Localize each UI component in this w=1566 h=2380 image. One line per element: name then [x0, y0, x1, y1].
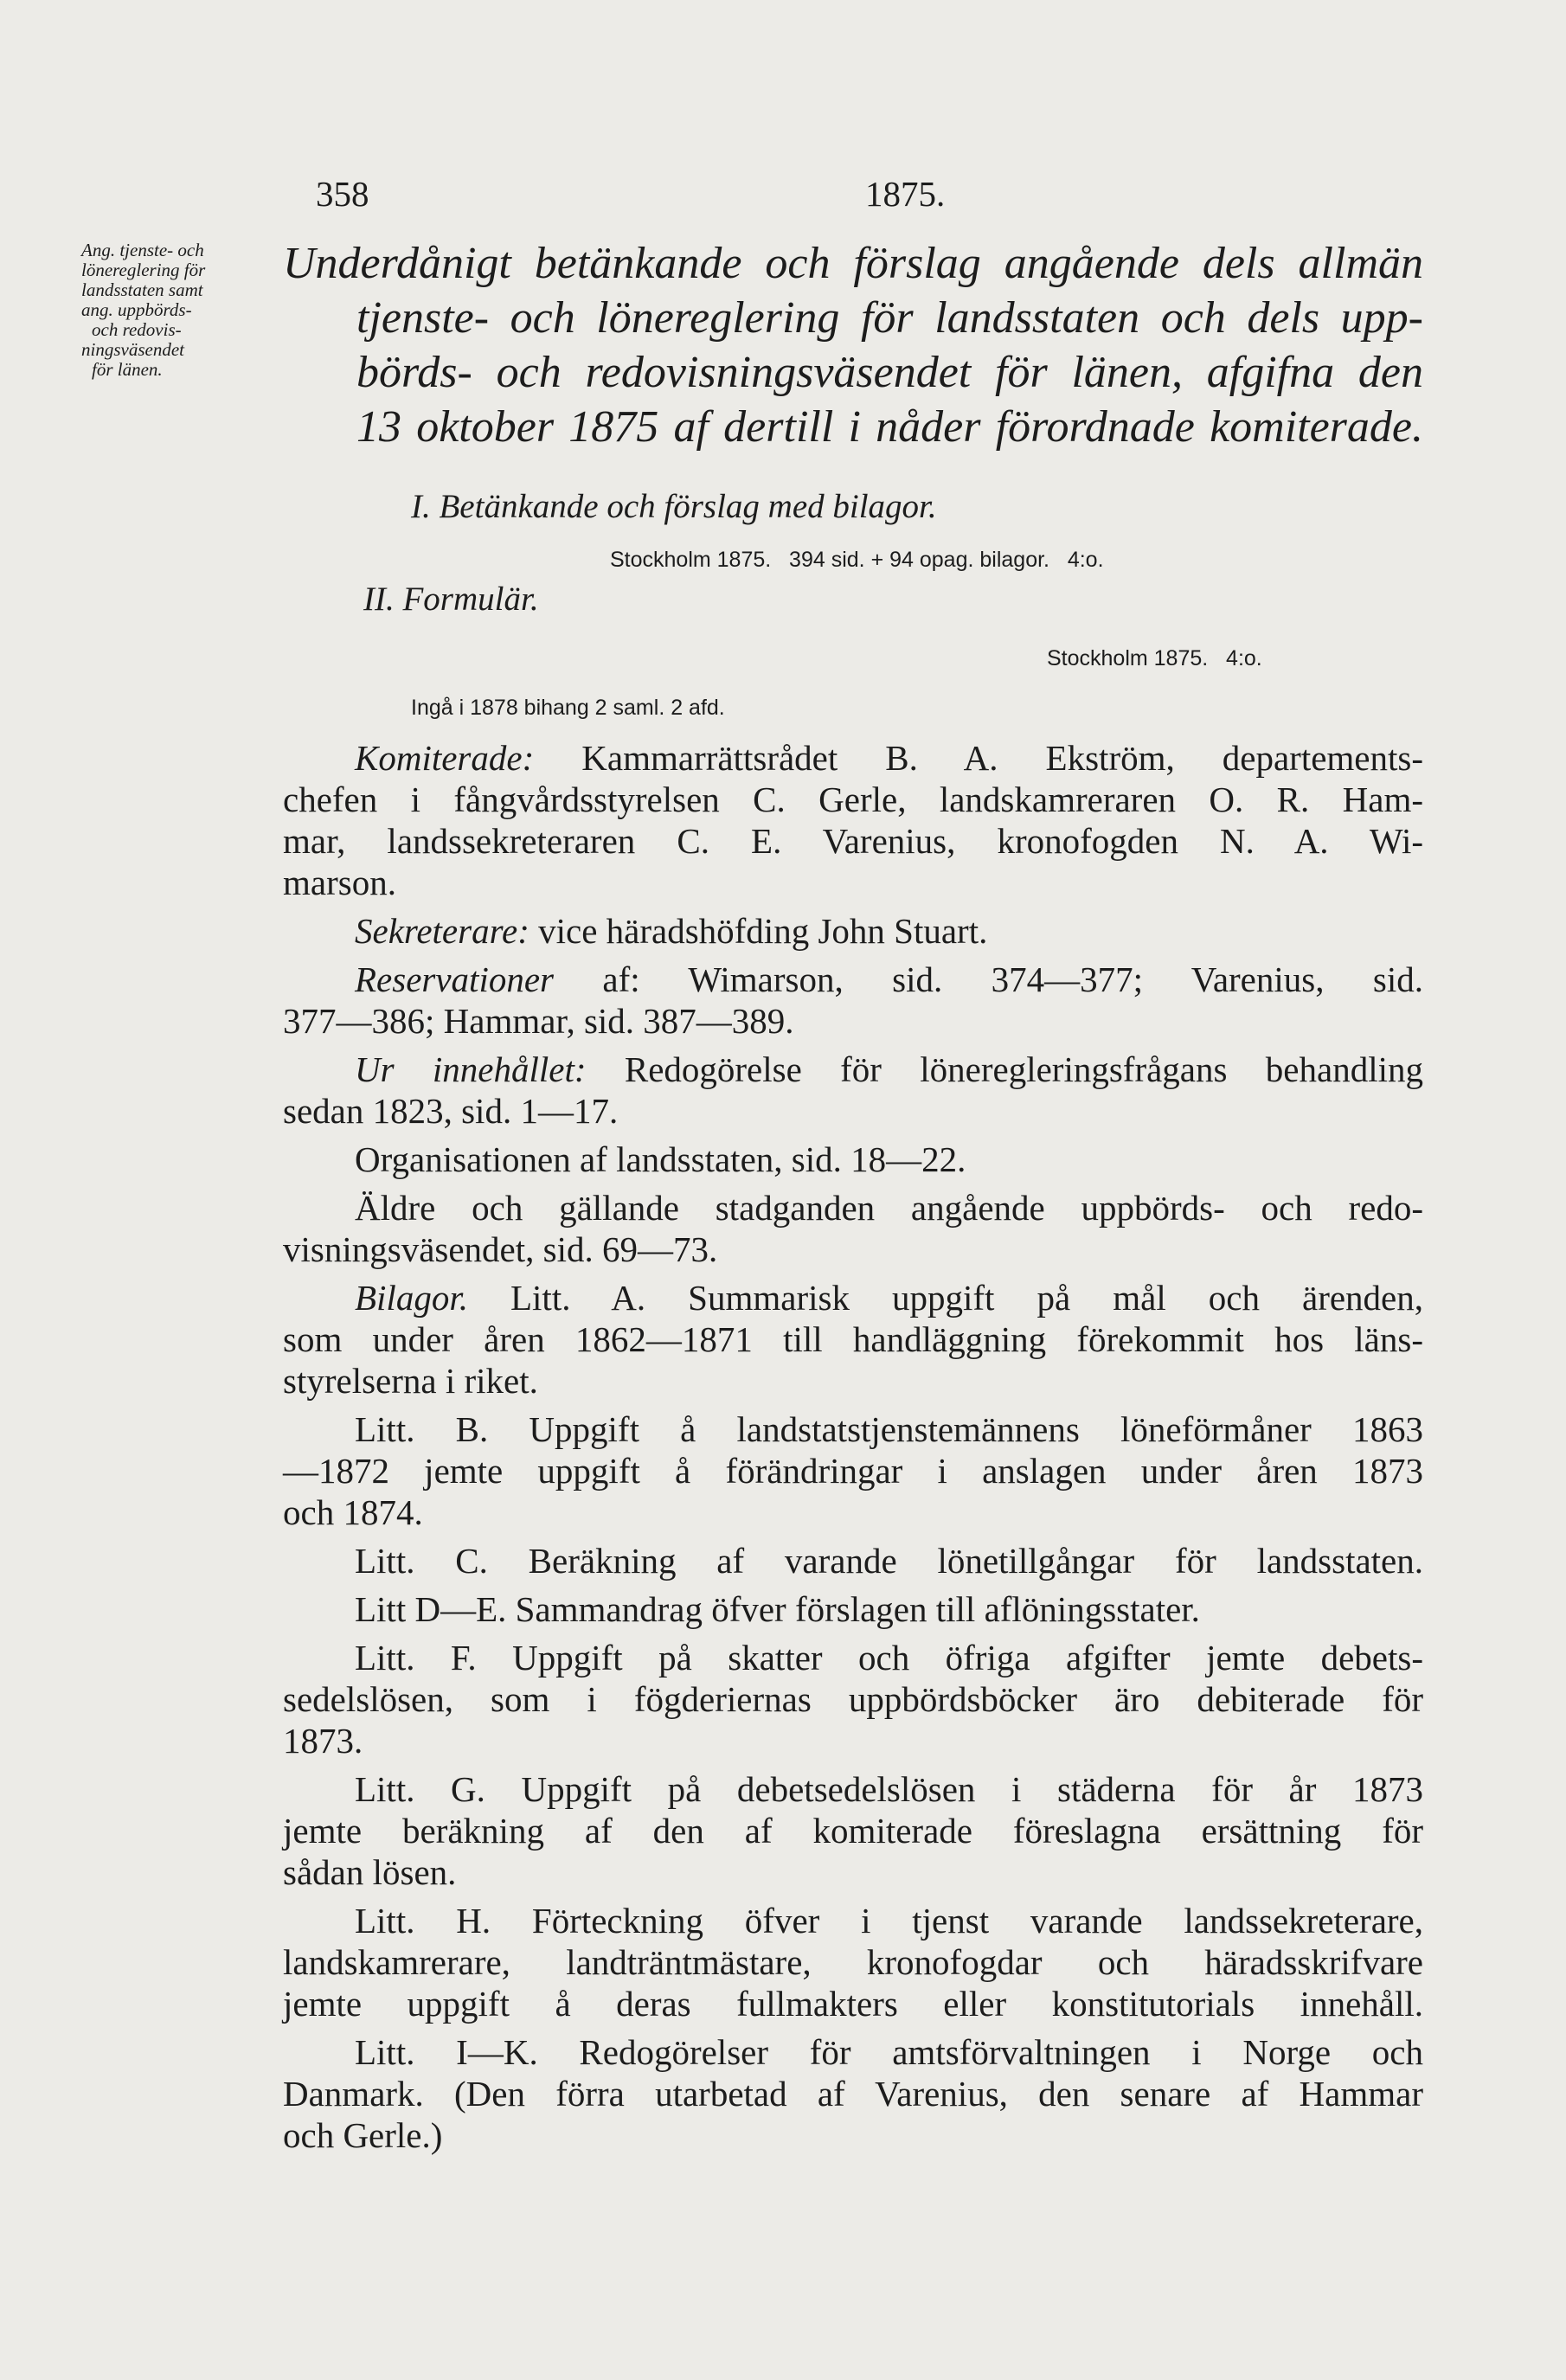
title-line: Underdånigt betänkande och förslag angående dels allmän	[283, 239, 1423, 288]
title-line: börds- och redovisningsväsendet för länen, afgifna den	[356, 348, 1423, 397]
bilaga-line: och 1874.	[283, 1492, 423, 1532]
bilaga-line: Litt D—E. Sammandrag öfver förslagen till aflöningsstater.	[355, 1589, 1200, 1629]
innehall-label: Ur innehållet:	[355, 1049, 587, 1089]
sekreterare-label: Sekreterare:	[355, 911, 529, 951]
bilaga-line: —1872 jemte uppgift å förändringar i anslagen under åren 1873	[283, 1451, 1423, 1491]
bilaga-line: styrelserna i riket.	[283, 1361, 538, 1401]
komiterade-label: Komiterade:	[355, 738, 535, 778]
margin-note	[81, 241, 205, 380]
margin-note-line: ningsväsendet	[81, 339, 184, 360]
margin-note-line: lönereglering för	[81, 260, 206, 280]
komiterade-line: Komiterade: Kammarrättsrådet B. A. Ekström, departements-	[355, 738, 1423, 778]
bilaga-line: Litt. A. Summarisk uppgift på mål och ärenden,	[510, 1278, 1423, 1318]
bilaga-line: Litt. G. Uppgift på debetsedelslösen i städerna för år 1873	[355, 1769, 1423, 1809]
page-number: 358	[316, 174, 369, 214]
reservationer-line: 377—386; Hammar, sid. 387—389.	[283, 1001, 794, 1041]
bilaga-line: sådan lösen.	[283, 1852, 457, 1892]
title-line: 13 oktober 1875 af dertill i nåder förordnade komiterade.	[356, 402, 1423, 452]
komiterade-line: mar, landssekreteraren C. E. Varenius, kronofogden N. A. Wi-	[283, 821, 1423, 861]
bilaga-line: som under åren 1862—1871 till handläggning förekommit hos läns-	[283, 1319, 1423, 1359]
item-1-title: I. Betänkande och förslag med bilagor.	[411, 488, 937, 525]
innehall-line: Organisationen af landsstaten, sid. 18—22.	[355, 1139, 966, 1179]
innehall-line: Äldre och gällande stadganden angående uppbörds- och redo-	[355, 1188, 1423, 1228]
innehall-line: visningsväsendet, sid. 69—73.	[283, 1229, 718, 1269]
bilaga-line: och Gerle.)	[283, 2115, 443, 2155]
margin-note-line: och redovis-	[92, 319, 182, 340]
innehall-line: Ur innehållet: Redogörelse för löneregleringsfrågans behandling	[355, 1049, 1423, 1089]
reservationer-line: Reservationer af: Wimarson, sid. 374—377; Varenius, sid.	[355, 959, 1423, 999]
innehall-line: sedan 1823, sid. 1—17.	[283, 1091, 619, 1131]
margin-note-line: ang. uppbörds-	[81, 299, 192, 320]
bilaga-line: landskamrerare, landträntmästare, kronofogdar och häradsskrifvare	[283, 1942, 1423, 1982]
title-line: tjenste- och lönereglering för landsstaten och dels upp-	[356, 293, 1423, 343]
bilaga-line: Litt. C. Beräkning af varande lönetillgångar för landsstaten.	[355, 1541, 1423, 1581]
bilaga-line: jemte uppgift å deras fullmakters eller konstitutorials innehåll.	[283, 1984, 1423, 2024]
margin-note-line: Ang. tjenste- och	[81, 240, 204, 260]
bilaga-line: 1873.	[283, 1721, 363, 1761]
bilaga-line: Litt. B. Uppgift å landstatstjenstemännens löneförmåner 1863	[355, 1409, 1423, 1449]
bilaga-line: Litt. H. Förteckning öfver i tjenst varande landssekreterare,	[355, 1901, 1423, 1941]
bilaga-line: Litt. F. Uppgift på skatter och öfriga afgifter jemte debets-	[355, 1638, 1423, 1678]
bilaga-line: Litt. I—K. Redogörelser för amtsförvaltningen i Norge och	[355, 2032, 1423, 2072]
bilaga-line: jemte beräkning af den af komiterade föreslagna ersättning för	[283, 1811, 1423, 1851]
sekreterare-line: Sekreterare: vice häradshöfding John Stuart.	[355, 911, 988, 951]
header-year: 1875.	[865, 174, 946, 214]
bilagor-label: Bilagor.	[355, 1278, 468, 1318]
reservationer-label: Reservationer	[355, 959, 554, 999]
komiterade-line: marson.	[283, 863, 396, 902]
bilaga-line: Danmark. (Den förra utarbetad af Varenius, den senare af Hammar	[283, 2074, 1423, 2114]
item-2-info: Stockholm 1875. 4:o.	[1047, 646, 1262, 670]
bihang-note: Ingå i 1878 bihang 2 saml. 2 afd.	[411, 696, 725, 720]
item-2-title: II. Formulär.	[363, 581, 539, 618]
margin-note-line: landsstaten samt	[81, 279, 203, 300]
komiterade-line: chefen i fångvårdsstyrelsen C. Gerle, landskamreraren O. R. Ham-	[283, 779, 1423, 819]
bilaga-line: sedelslösen, som i fögderiernas uppbördsböcker äro debiterade för	[283, 1679, 1423, 1719]
margin-note-line: för länen.	[92, 359, 163, 380]
item-1-info: Stockholm 1875. 394 sid. + 94 opag. bilagor. 4:o.	[610, 548, 1104, 572]
